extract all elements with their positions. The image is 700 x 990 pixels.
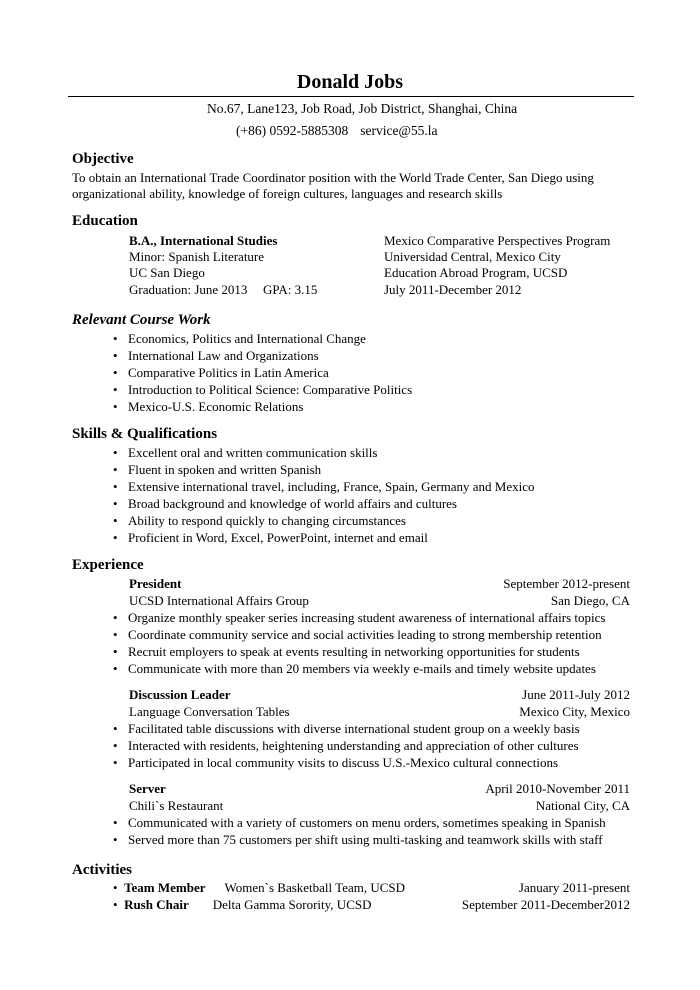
coursework-list [110,330,412,415]
abroad-dates: July 2011-December 2012 [384,282,522,297]
list-item: • Interacted with residents, heightening understanding and appreciation of other cultures [113,738,579,753]
activity-org: Women`s Basketball Team, UCSD [224,880,406,895]
abroad-program: Mexico Comparative Perspectives Program [384,233,611,248]
list-item: • Coordinate community service and social activities leading to strong membership retention [113,627,602,642]
list-item: • International Law and Organizations [113,348,319,363]
activities-heading: Activities [72,862,132,878]
job-dates: April 2010-November 2011 [485,781,630,796]
contact-line [236,122,438,139]
minor: Minor: Spanish Literature [129,249,265,264]
skills-list [110,444,535,546]
list-item: • Introduction to Political Science: Comparative Politics [113,382,413,397]
activity-dates: January 2011-present [518,880,630,895]
list-item: • Excellent oral and written communication skills [113,445,378,460]
list-item: • Comparative Politics in Latin America [113,365,329,380]
skills-heading: Skills & Qualifications [72,426,218,442]
activity-item: • Rush Chair Delta Gamma Sorority, UCSD [113,897,372,912]
list-item: • Mexico-U.S. Economic Relations [113,399,304,414]
job-bullets [110,814,606,848]
candidate-name: Donald Jobs [296,71,404,93]
list-item: • Fluent in spoken and written Spanish [113,462,322,477]
experience-heading: Experience [72,557,144,573]
list-item: • Communicated with a variety of customers on menu orders, sometimes speaking in Spanish [113,815,606,830]
activity-role: Team Member [124,880,206,895]
list-item: • Communicate with more than 20 members via weekly e-mails and timely website updates [113,661,596,676]
list-item: • Facilitated table discussions with diverse international student group on a weekly basis [113,721,580,736]
activity-org: Delta Gamma Sorority, UCSD [212,897,372,912]
list-item: • Organize monthly speaker series increasing student awareness of international affairs topics [113,610,606,625]
degree: B.A., International Studies [129,233,278,248]
coursework-heading: Relevant Course Work [72,312,211,328]
job-location: San Diego, CA [550,593,630,608]
job-org: Language Conversation Tables [129,704,290,719]
job-org: UCSD International Affairs Group [129,593,309,608]
school: UC San Diego [129,265,205,280]
email: service@55.la [360,123,438,138]
header-rule [68,96,634,97]
job-org: Chili`s Restaurant [129,798,224,813]
abroad-university: Universidad Central, Mexico City [384,249,561,264]
list-item: • Extensive international travel, including, France, Spain, Germany and Mexico [113,479,535,494]
job-dates: June 2011-July 2012 [522,687,630,702]
job-bullets [110,609,605,677]
job-location: National City, CA [535,798,630,813]
job-title: Server [129,781,166,796]
list-item: • Ability to respond quickly to changing circumstances [113,513,406,528]
job-dates: September 2012-present [503,576,630,591]
gpa: GPA: 3.15 [263,282,318,297]
objective-text: To obtain an International Trade Coordinator position with the World Trade Center, San Diego using organizational ability, knowledge of foreign cultures, languages and research skills [72,170,594,201]
list-item: • Broad background and knowledge of world affairs and cultures [113,496,457,511]
list-item: • Served more than 75 customers per shift using multi-tasking and teamwork skills with staff [113,832,603,847]
education-heading: Education [72,213,138,229]
objective-heading: Objective [72,151,134,167]
list-item: • Participated in local community visits to discuss U.S.-Mexico cultural connections [113,755,559,770]
job-location: Mexico City, Mexico [519,704,630,719]
job-bullets [110,720,580,771]
abroad-program-name: Education Abroad Program, UCSD [384,265,568,280]
list-item: • Recruit employers to speak at events resulting in networking opportunities for students [113,644,580,659]
activity-item: • Team Member Women`s Basketball Team, UCSD [113,880,406,895]
job-title: Discussion Leader [129,687,231,702]
list-item: • Proficient in Word, Excel, PowerPoint, internet and email [113,530,428,545]
job-title: President [129,576,182,591]
activity-role: Rush Chair [124,897,189,912]
phone: (+86) 0592-5885308 [236,123,349,138]
list-item: • Economics, Politics and International Change [113,331,366,346]
address: No.67, Lane123, Job Road, Job District, Shanghai, China [207,101,518,116]
activity-dates: September 2011-December2012 [461,897,630,912]
graduation: Graduation: June 2013 [129,282,248,297]
